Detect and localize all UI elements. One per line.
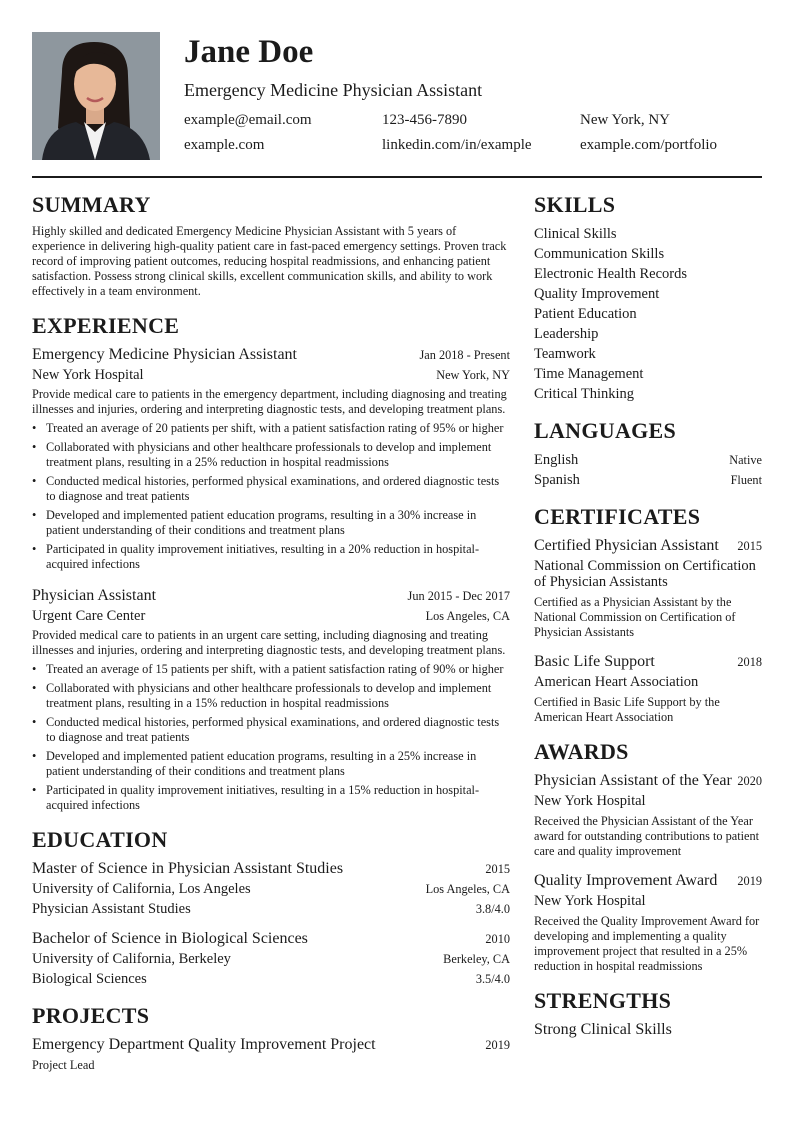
education-location: Berkeley, CA xyxy=(443,952,510,966)
experience-bullet: • Treated an average of 20 patients per shift, with a patient satisfaction rating of 95% or higher xyxy=(32,421,510,436)
contact-email[interactable]: example@email.com xyxy=(184,112,312,128)
education-school: University of California, Los Angeles xyxy=(32,881,251,897)
right-column xyxy=(534,192,762,1087)
candidate-name: Jane Doe xyxy=(184,34,314,70)
skill-item: Leadership xyxy=(534,326,599,342)
strengths-section xyxy=(534,988,762,1040)
education-field: Physician Assistant Studies xyxy=(32,901,191,917)
language-level: Native xyxy=(729,453,762,467)
experience-section xyxy=(32,313,510,813)
education-degree: Bachelor of Science in Biological Sciences xyxy=(32,930,308,947)
skill-item: Teamwork xyxy=(534,346,596,362)
awards-heading: AWARDS xyxy=(534,739,629,764)
experience-org: New York Hospital xyxy=(32,367,144,383)
award-year: 2020 xyxy=(737,774,762,788)
experience-title: Emergency Medicine Physician Assistant xyxy=(32,346,297,363)
education-location: Los Angeles, CA xyxy=(425,882,510,896)
header-divider xyxy=(32,176,762,178)
experience-title: Physician Assistant xyxy=(32,587,157,604)
award-issuer: New York Hospital xyxy=(534,893,646,909)
certificate-issuer: American Heart Association xyxy=(534,674,699,690)
contact-phone[interactable]: 123-456-7890 xyxy=(382,112,467,128)
experience-bullet: • Conducted medical histories, performed physical examinations, and ordered diagnostic tests to diagnose and treat patients xyxy=(32,474,510,504)
education-gpa: 3.5/4.0 xyxy=(475,972,510,986)
certificate-description: Certified as a Physician Assistant by the National Commission on Certification of Physician Assistants xyxy=(534,595,736,639)
contact-location: New York, NY xyxy=(580,112,671,128)
profile-photo-illustration xyxy=(32,32,160,160)
skill-item: Clinical Skills xyxy=(534,226,617,242)
education-year: 2010 xyxy=(485,932,510,946)
language-level: Fluent xyxy=(730,473,762,487)
skills-heading: SKILLS xyxy=(534,192,616,217)
strengths-heading: STRENGTHS xyxy=(534,988,672,1013)
certificate-year: 2018 xyxy=(737,655,762,669)
project-title: Emergency Department Quality Improvement Project xyxy=(32,1036,376,1053)
summary-section xyxy=(32,192,510,299)
language-item xyxy=(534,470,762,490)
education-item xyxy=(32,859,510,919)
contact-website[interactable]: example.com xyxy=(184,137,265,153)
award-description: Received the Quality Improvement Award for developing and implementing a quality improvement project that resulted in a 25% reduction in hospital readmissions xyxy=(534,914,760,973)
award-item xyxy=(534,771,762,859)
experience-description: Provide medical care to patients in the emergency department, including diagnosing and treating illnesses and injuries, ordering and interpreting diagnostic tests, and developing treatment plans. xyxy=(32,387,507,416)
certificate-description: Certified in Basic Life Support by the American Heart Association xyxy=(534,695,720,724)
education-field: Biological Sciences xyxy=(32,971,147,987)
experience-dates: Jun 2015 - Dec 2017 xyxy=(407,589,510,603)
skill-item: Electronic Health Records xyxy=(534,266,687,282)
skill-item: Patient Education xyxy=(534,306,637,322)
experience-dates: Jan 2018 - Present xyxy=(419,348,510,362)
contact-info xyxy=(184,111,762,155)
award-issuer: New York Hospital xyxy=(534,793,646,809)
projects-section xyxy=(32,1003,510,1073)
award-title: Quality Improvement Award xyxy=(534,872,718,889)
award-item xyxy=(534,871,762,974)
experience-location: Los Angeles, CA xyxy=(425,609,510,623)
resume-body xyxy=(32,192,762,1087)
education-degree: Master of Science in Physician Assistant Studies xyxy=(32,860,344,877)
language-item xyxy=(534,450,762,470)
certificates-heading: CERTIFICATES xyxy=(534,504,701,529)
experience-org: Urgent Care Center xyxy=(32,608,146,624)
skill-item: Communication Skills xyxy=(534,246,665,262)
experience-bullet: • Developed and implemented patient education programs, resulting in a 25% increase in patient understanding of their conditions and treatment plans xyxy=(32,749,510,779)
project-year: 2019 xyxy=(485,1038,510,1052)
certificate-issuer: National Commission on Certification of Physician Assistants xyxy=(534,558,756,590)
certificate-year: 2015 xyxy=(737,539,762,553)
languages-section xyxy=(534,418,762,490)
experience-bullet: • Collaborated with physicians and other healthcare professionals to develop and implement treatment plans, resulting in a 25% reduction in hospital readmissions xyxy=(32,440,510,470)
project-item xyxy=(32,1035,510,1073)
education-heading: EDUCATION xyxy=(32,827,168,852)
certificates-section xyxy=(534,504,762,725)
contact-portfolio[interactable]: example.com/portfolio xyxy=(580,137,718,153)
education-school: University of California, Berkeley xyxy=(32,951,231,967)
education-gpa: 3.8/4.0 xyxy=(475,902,510,916)
awards-section xyxy=(534,739,762,974)
education-item xyxy=(32,929,510,989)
strength-item: Strong Clinical Skills xyxy=(534,1021,672,1038)
language-name: English xyxy=(534,452,579,468)
experience-bullet: • Conducted medical histories, performed physical examinations, and ordered diagnostic tests to diagnose and treat patients xyxy=(32,715,510,745)
resume-header xyxy=(32,32,762,160)
certificate-title: Certified Physician Assistant xyxy=(534,537,719,554)
summary-text: Highly skilled and dedicated Emergency Medicine Physician Assistant with 5 years of experience in delivering high-quality patient care in fast-paced emergency settings. Proven track record of improving patient outcomes, reducing hospital readmissions, and enhancing patient satisfaction. Possess strong clinical skills, excellent communication skills, and ability to work effectively in a team environment. xyxy=(32,224,507,298)
skill-item: Time Management xyxy=(534,366,644,382)
experience-description: Provided medical care to patients in an urgent care setting, including diagnosing and treating illnesses and injuries, ordering and interpreting diagnostic tests, and developing treatment plans. xyxy=(32,628,506,657)
education-section xyxy=(32,827,510,989)
project-role: Project Lead xyxy=(32,1058,95,1072)
award-title: Physician Assistant of the Year xyxy=(534,772,732,789)
experience-location: New York, NY xyxy=(436,368,510,382)
experience-bullet: • Treated an average of 15 patients per shift, with a patient satisfaction rating of 90% or higher xyxy=(32,662,510,677)
award-description: Received the Physician Assistant of the Year award for outstanding contributions to patient care and quality improvement xyxy=(534,814,760,858)
left-column xyxy=(32,192,510,1087)
award-year: 2019 xyxy=(737,874,762,888)
experience-item xyxy=(32,586,510,813)
projects-heading: PROJECTS xyxy=(32,1003,150,1028)
experience-bullet: • Developed and implemented patient education programs, resulting in a 30% increase in patient understanding of their conditions and treatment plans xyxy=(32,508,510,538)
experience-heading: EXPERIENCE xyxy=(32,313,180,338)
certificate-title: Basic Life Support xyxy=(534,653,655,670)
summary-heading: SUMMARY xyxy=(32,192,151,217)
experience-bullet: • Participated in quality improvement initiatives, resulting in a 20% reduction in hospital-acquired infections xyxy=(32,542,510,572)
candidate-title: Emergency Medicine Physician Assistant xyxy=(184,80,483,100)
experience-bullet: • Participated in quality improvement initiatives, resulting in a 15% reduction in hospital-acquired infections xyxy=(32,783,510,813)
experience-item xyxy=(32,345,510,572)
experience-bullets xyxy=(32,421,510,572)
experience-bullets xyxy=(32,662,510,813)
education-year: 2015 xyxy=(485,862,510,876)
languages-heading: LANGUAGES xyxy=(534,418,677,443)
certificate-item xyxy=(534,652,762,725)
skill-item: Critical Thinking xyxy=(534,386,635,402)
language-name: Spanish xyxy=(534,472,580,488)
skill-item: Quality Improvement xyxy=(534,286,660,302)
certificate-item xyxy=(534,536,762,640)
skills-section xyxy=(534,192,762,404)
experience-bullet: • Collaborated with physicians and other healthcare professionals to develop and implement treatment plans, resulting in a 15% reduction in hospital readmissions xyxy=(32,681,510,711)
profile-photo xyxy=(32,32,160,160)
contact-linkedin[interactable]: linkedin.com/in/example xyxy=(382,137,532,153)
header-info xyxy=(184,32,762,160)
